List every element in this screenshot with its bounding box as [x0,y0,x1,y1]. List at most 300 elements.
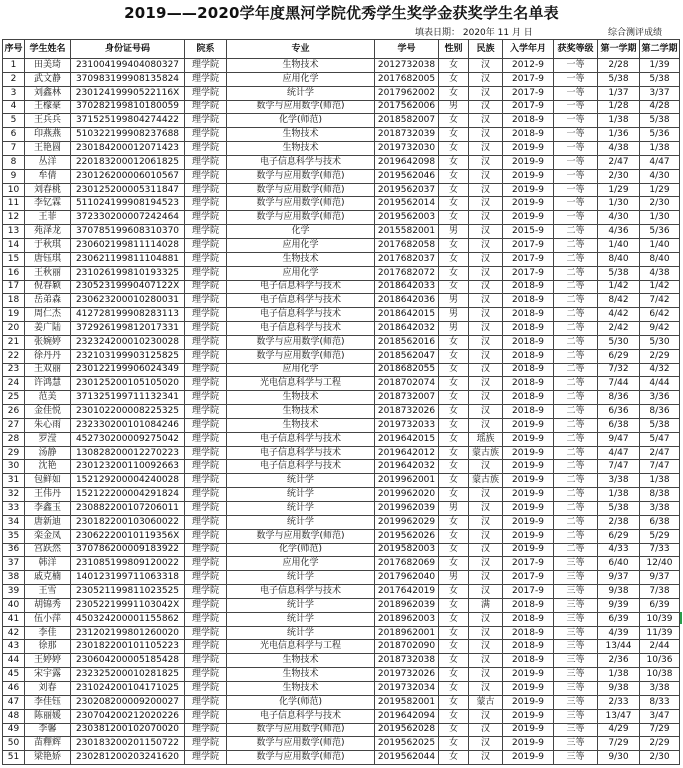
table-cell: 汉 [469,502,503,516]
table-row [3,460,680,474]
table-cell: 3/37 [640,86,680,100]
table-cell: 电子信息科学与技术 [227,155,375,169]
table-row [3,598,680,612]
table-cell: 倪春颖 [25,280,71,294]
table-cell: 2019962029 [375,515,439,529]
table-cell: 沈艳 [25,460,71,474]
table-cell: 王檬豪 [25,100,71,114]
table-cell: 三等 [554,723,598,737]
table-cell: 25 [3,391,25,405]
table-cell: 女 [439,640,469,654]
table-cell: 统计学 [227,571,375,585]
table-cell: 2019-9 [503,488,554,502]
table-row [3,349,680,363]
table-cell: 女 [439,349,469,363]
table-cell: 2018962001 [375,626,439,640]
table-cell: 37 [3,557,25,571]
table-cell: 王菲 [25,211,71,225]
table-cell: 1/30 [640,211,680,225]
table-cell: 220183200012061825 [71,155,185,169]
table-cell: 2019582003 [375,543,439,557]
table-cell: 51 [3,751,25,765]
table-cell: 男 [439,100,469,114]
table-cell: 理学院 [185,585,227,599]
table-cell: 2018562016 [375,335,439,349]
table-row [3,640,680,654]
table-row [3,543,680,557]
table-cell: 汉 [469,322,503,336]
table-cell: 汉 [469,723,503,737]
table-cell: 汉 [469,59,503,73]
table-cell: 王婷婷 [25,654,71,668]
table-cell: 理学院 [185,515,227,529]
table-cell: 452730200009275042 [71,432,185,446]
table-cell: 三等 [554,585,598,599]
table-cell: 23012419990522116X [71,86,185,100]
table-cell: 一等 [554,183,598,197]
table-cell: 32 [3,488,25,502]
table-cell: 231085199809120022 [71,557,185,571]
table-cell: 理学院 [185,432,227,446]
table-row [3,488,680,502]
table-cell: 电子信息科学与技术 [227,585,375,599]
table-cell: 汉 [469,128,503,142]
table-cell: 理学院 [185,626,227,640]
table-cell: 汤静 [25,446,71,460]
table-cell: 48 [3,709,25,723]
fill-date-row [0,24,683,38]
table-cell: 230126200006010567 [71,169,185,183]
table-cell: 理学院 [185,557,227,571]
table-cell: 统计学 [227,612,375,626]
table-cell: 女 [439,543,469,557]
table-cell: 230123200110092663 [71,460,185,474]
table-cell: 8/36 [598,391,640,405]
table-cell: 5/36 [640,128,680,142]
table-cell: 2017682005 [375,72,439,86]
table-cell: 女 [439,86,469,100]
table-cell: 2018-9 [503,640,554,654]
table-cell: 生物技术 [227,668,375,682]
table-cell: 汉 [469,72,503,86]
table-cell: 范美 [25,391,71,405]
table-cell: 2019-9 [503,432,554,446]
page-title: 2019——2020学年度黑河学院优秀学生奖学金获奖学生名单表 [124,4,559,22]
table-cell: 于秋琪 [25,238,71,252]
table-cell: 理学院 [185,169,227,183]
table-cell: 二等 [554,335,598,349]
table-cell: 汉 [469,155,503,169]
table-cell: 一等 [554,114,598,128]
table-cell: 230604200005185428 [71,654,185,668]
table-cell: 1/30 [598,197,640,211]
table-cell: 李佳 [25,626,71,640]
table-cell: 11/39 [640,626,680,640]
table-cell: 女 [439,405,469,419]
table-cell: 生物技术 [227,405,375,419]
table-cell: 一等 [554,155,598,169]
table-cell: 宋宇露 [25,668,71,682]
table-cell: 二等 [554,502,598,516]
table-cell: 2018582007 [375,114,439,128]
table-cell: 一等 [554,86,598,100]
table-cell: 2019-9 [503,751,554,765]
table-cell: 2018702074 [375,377,439,391]
table-cell: 生物技术 [227,654,375,668]
table-cell: 2019-9 [503,502,554,516]
table-cell: 丛洋 [25,155,71,169]
table-cell: 梁艳娇 [25,751,71,765]
table-cell: 汉 [469,515,503,529]
table-cell: 理学院 [185,529,227,543]
table-cell: 2/44 [640,640,680,654]
table-row [3,86,680,100]
table-cell: 13/44 [598,640,640,654]
table-cell: 电子信息科学与技术 [227,280,375,294]
table-cell: 2019642094 [375,709,439,723]
table-cell: 理学院 [185,72,227,86]
table-cell: 汉 [469,225,503,239]
table-cell: 汉 [469,654,503,668]
table-cell: 230381200102070020 [71,723,185,737]
table-cell: 男 [439,308,469,322]
table-cell: 徐那 [25,640,71,654]
table-cell: 刘春 [25,681,71,695]
table-cell: 统计学 [227,488,375,502]
table-cell: 30 [3,460,25,474]
table-cell: 231202199801260020 [71,626,185,640]
table-cell: 女 [439,432,469,446]
table-cell: 46 [3,681,25,695]
table-cell: 理学院 [185,654,227,668]
table-cell: 2012-9 [503,59,554,73]
table-cell: 2018-9 [503,322,554,336]
table-cell: 二等 [554,322,598,336]
table-cell: 三等 [554,668,598,682]
table-cell: 2019732030 [375,142,439,156]
table-cell: 数学与应用数学(师范) [227,751,375,765]
table-cell: 二等 [554,252,598,266]
table-cell: 统计学 [227,598,375,612]
table-cell: 生物技术 [227,681,375,695]
table-cell: 女 [439,197,469,211]
table-cell: 18 [3,294,25,308]
table-cell: 理学院 [185,183,227,197]
table-cell: 230704200212020226 [71,709,185,723]
table-cell: 510322199908237688 [71,128,185,142]
table-cell: 5/47 [640,432,680,446]
table-cell: 22 [3,349,25,363]
table-row [3,308,680,322]
table-cell: 周仁杰 [25,308,71,322]
table-cell: 27 [3,418,25,432]
table-cell: 女 [439,488,469,502]
table-cell: 徐丹丹 [25,349,71,363]
table-cell: 232103199903125825 [71,349,185,363]
table-cell: 男 [439,571,469,585]
table-cell: 230125200005311847 [71,183,185,197]
table-cell: 2019642098 [375,155,439,169]
table-cell: 二等 [554,377,598,391]
table-cell: 370785199608310370 [71,225,185,239]
table-cell: 9/38 [598,585,640,599]
table-cell: 2/38 [598,515,640,529]
table-cell: 理学院 [185,294,227,308]
table-cell: 2018732007 [375,391,439,405]
table-cell: 1/29 [598,183,640,197]
table-cell: 女 [439,585,469,599]
table-row [3,183,680,197]
table-cell: 女 [439,183,469,197]
table-cell: 9/37 [598,571,640,585]
table-cell: 理学院 [185,488,227,502]
table-cell: 450324200001155862 [71,612,185,626]
table-cell: 1/38 [598,488,640,502]
table-cell: 2018-9 [503,612,554,626]
table-cell: 电子信息科学与技术 [227,446,375,460]
table-cell: 女 [439,335,469,349]
table-cell: 三等 [554,709,598,723]
table-cell: 6/29 [598,529,640,543]
table-row [3,322,680,336]
eval-header: 综合测评成绩 [607,28,662,38]
table-cell: 4/42 [598,308,640,322]
table-cell: 理学院 [185,238,227,252]
table-cell: 理学院 [185,543,227,557]
table-cell: 6/39 [598,612,640,626]
table-cell: 汉 [469,100,503,114]
table-cell: 理学院 [185,460,227,474]
table-cell: 三等 [554,640,598,654]
table-cell: 6/38 [640,515,680,529]
table-cell: 16 [3,266,25,280]
table-cell: 女 [439,695,469,709]
table-cell: 2019732033 [375,418,439,432]
table-cell: 370983199908135824 [71,72,185,86]
table-cell: 理学院 [185,695,227,709]
table-cell: 女 [439,391,469,405]
table-cell: 7 [3,142,25,156]
table-cell: 统计学 [227,86,375,100]
table-cell: 数学与应用数学(师范) [227,197,375,211]
column-header: 入学年月 [503,40,554,59]
table-cell: 女 [439,737,469,751]
table-cell: 2019562037 [375,183,439,197]
table-cell: 39 [3,585,25,599]
table-cell: 三等 [554,612,598,626]
table-cell: 瑶族 [469,432,503,446]
table-cell: 理学院 [185,197,227,211]
table-cell: 2/30 [640,751,680,765]
column-header: 第二学期 [640,40,680,59]
table-cell: 数学与应用数学(师范) [227,349,375,363]
table-row [3,432,680,446]
table-cell: 4/38 [598,142,640,156]
column-header: 民族 [469,40,503,59]
table-cell: 罗滢 [25,432,71,446]
table-cell: 4/36 [598,225,640,239]
table-cell: 2/30 [640,197,680,211]
table-cell: 23062220010119356X [71,529,185,543]
table-row [3,751,680,765]
table-cell: 1/42 [598,280,640,294]
table-cell: 女 [439,155,469,169]
table-cell: 2/29 [640,737,680,751]
table-cell: 理学院 [185,612,227,626]
table-cell: 2018-9 [503,391,554,405]
table-cell: 1/37 [598,86,640,100]
table-cell: 生物技术 [227,252,375,266]
table-cell: 汉 [469,612,503,626]
table-cell: 7/44 [598,377,640,391]
table-cell: 二等 [554,308,598,322]
table-cell: 230882200107206011 [71,502,185,516]
table-cell: 理学院 [185,349,227,363]
table-row [3,405,680,419]
table-cell: 栾金凤 [25,529,71,543]
table-cell: 三等 [554,695,598,709]
table-cell: 152129200004240028 [71,474,185,488]
table-row [3,502,680,516]
table-cell: 女 [439,114,469,128]
table-cell: 28 [3,432,25,446]
table-cell: 汉 [469,418,503,432]
table-cell: 2018-9 [503,280,554,294]
table-cell: 8/40 [598,252,640,266]
table-cell: 生物技术 [227,418,375,432]
table-cell: 金佳悦 [25,405,71,419]
table-cell: 231004199404080327 [71,59,185,73]
column-header: 身份证号码 [71,40,185,59]
table-cell: 二等 [554,280,598,294]
table-cell: 1/42 [640,280,680,294]
table-cell: 二等 [554,294,598,308]
table-cell: 4/47 [640,155,680,169]
table-cell: 女 [439,363,469,377]
table-cell: 女 [439,59,469,73]
table-cell: 2019-9 [503,197,554,211]
table-cell: 6/39 [640,598,680,612]
table-cell: 4/47 [598,446,640,460]
table-cell: 生物技术 [227,142,375,156]
table-cell: 唐钰琪 [25,252,71,266]
column-header: 专业 [227,40,375,59]
table-cell: 朱心雨 [25,418,71,432]
table-cell: 数学与应用数学(师范) [227,723,375,737]
table-cell: 2019-9 [503,142,554,156]
table-cell: 372330200007242464 [71,211,185,225]
table-cell: 2019-9 [503,709,554,723]
table-row [3,695,680,709]
table-cell: 汉 [469,460,503,474]
table-cell: 女 [439,723,469,737]
table-cell: 21 [3,335,25,349]
table-cell: 女 [439,377,469,391]
table-row [3,142,680,156]
table-cell: 数学与应用数学(师范) [227,529,375,543]
table-cell: 李钇霖 [25,197,71,211]
table-cell: 7/42 [640,294,680,308]
table-cell: 2017682072 [375,266,439,280]
table-cell: 232324200010230028 [71,335,185,349]
table-cell: 理学院 [185,86,227,100]
table-cell: 34 [3,515,25,529]
table-cell: 4/28 [640,100,680,114]
table-row [3,446,680,460]
table-cell: 王兵兵 [25,114,71,128]
table-cell: 2018-9 [503,294,554,308]
table-cell: 男 [439,294,469,308]
table-cell: 10 [3,183,25,197]
table-cell: 汉 [469,557,503,571]
table-cell: 1/29 [640,183,680,197]
table-row [3,571,680,585]
table-cell: 韩洋 [25,557,71,571]
fill-date: 填表日期： 2020年 11 月 日 [415,28,533,38]
table-cell: 电子信息科学与技术 [227,460,375,474]
table-cell: 苗釋辉 [25,737,71,751]
column-header: 学生姓名 [25,40,71,59]
table-row [3,668,680,682]
table-cell: 5/38 [640,72,680,86]
table-cell: 女 [439,654,469,668]
table-cell: 2019-9 [503,169,554,183]
table-cell: 3/38 [598,474,640,488]
table-cell: 23052319990407122X [71,280,185,294]
table-cell: 6 [3,128,25,142]
table-cell: 戚克楠 [25,571,71,585]
table-cell: 2019-9 [503,211,554,225]
table-cell: 汉 [469,114,503,128]
table-cell: 2017-9 [503,72,554,86]
table-cell: 2018-9 [503,405,554,419]
table-row [3,418,680,432]
table-cell: 6/42 [640,308,680,322]
table-cell: 140123199711063318 [71,571,185,585]
table-cell: 2018642033 [375,280,439,294]
table-cell: 2017-9 [503,557,554,571]
table-row [3,529,680,543]
table-cell: 汉 [469,585,503,599]
table-cell: 2019562044 [375,751,439,765]
table-cell: 女 [439,612,469,626]
table-cell: 王艳圆 [25,142,71,156]
table-cell: 应用化学 [227,557,375,571]
table-cell: 2019562014 [375,197,439,211]
table-cell: 20 [3,322,25,336]
table-cell: 2018732038 [375,654,439,668]
table-cell: 女 [439,626,469,640]
table-cell: 理学院 [185,280,227,294]
table-cell: 2017642019 [375,585,439,599]
table-cell: 24 [3,377,25,391]
table-cell: 1/39 [640,59,680,73]
table-cell: 36 [3,543,25,557]
table-cell: 汉 [469,529,503,543]
table-cell: 二等 [554,529,598,543]
table-cell: 44 [3,654,25,668]
table-cell: 7/33 [640,543,680,557]
table-cell: 7/47 [640,460,680,474]
table-cell: 2017-9 [503,86,554,100]
table-cell: 印燕燕 [25,128,71,142]
table-cell: 10/39 [640,612,680,626]
table-cell: 2017-9 [503,266,554,280]
table-cell: 2019-9 [503,723,554,737]
scholarship-table [2,39,680,765]
table-cell: 2/47 [598,155,640,169]
table-cell: 蒙古 [469,695,503,709]
